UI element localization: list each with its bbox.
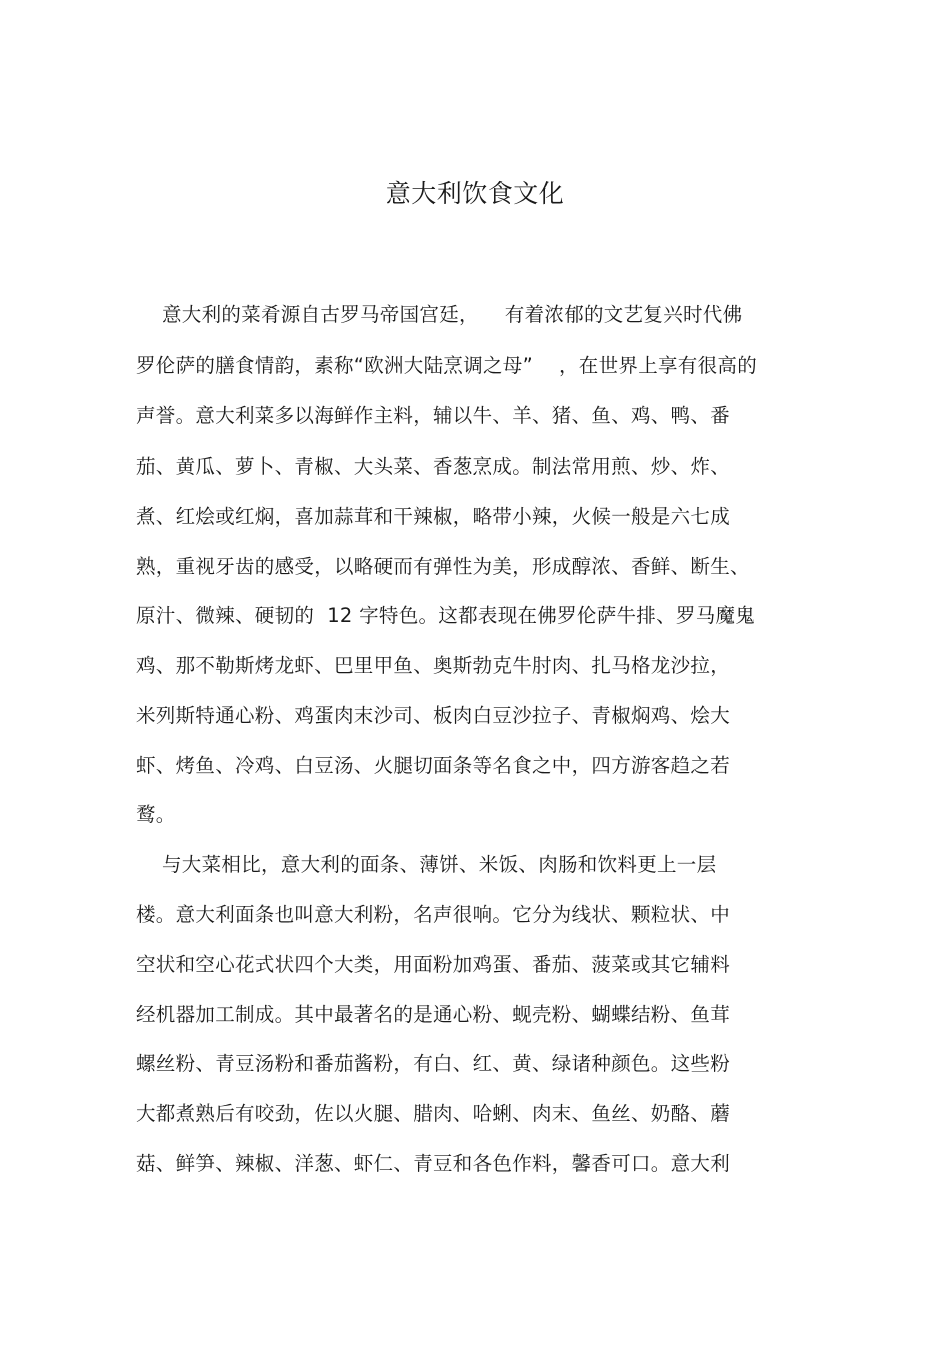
- text-line: 鹜。: [136, 803, 176, 826]
- text-line: 大都煮熟后有咬劲，佐以火腿、腊肉、哈蜊、肉末、鱼丝、奶酪、蘑: [136, 1102, 731, 1125]
- text-line: 罗伦萨的膳食情韵，素称“欧洲大陆烹调之母” ，在世界上享有很高的: [136, 354, 757, 377]
- text-line: 与大菜相比，意大利的面条、薄饼、米饭、肉肠和饮料更上一层: [136, 853, 717, 876]
- text-line: 菇、鲜笋、辣椒、洋葱、虾仁、青豆和各色作料，馨香可口。意大利: [136, 1152, 731, 1175]
- text-line: 米列斯特通心粉、鸡蛋肉末沙司、板肉白豆沙拉子、青椒焖鸡、烩大: [136, 704, 731, 727]
- page-title: 意大利饮食文化: [385, 179, 565, 208]
- text-line: 空状和空心花式状四个大类，用面粉加鸡蛋、番茄、菠菜或其它辅料: [136, 953, 731, 976]
- text-line: 煮、红烩或红焖，喜加蒜茸和干辣椒，略带小辣，火候一般是六七成: [136, 505, 731, 528]
- text-line: 意大利的菜肴源自古罗马帝国宫廷， 有着浓郁的文艺复兴时代佛: [136, 303, 743, 326]
- text-line: 虾、烤鱼、冷鸡、白豆汤、火腿切面条等名食之中，四方游客趋之若: [136, 754, 731, 777]
- text-line: 楼。意大利面条也叫意大利粉，名声很响。它分为线状、颗粒状、中: [136, 903, 731, 926]
- text-line: 螺丝粉、青豆汤粉和番茄酱粉，有白、红、黄、绿诸种颜色。这些粉: [136, 1052, 731, 1075]
- text-line: 原汁、微辣、硬韧的 12 字特色。这都表现在佛罗伦萨牛排、罗马魔鬼: [136, 604, 756, 627]
- text-line: 鸡、那不勒斯烤龙虾、巴里甲鱼、奥斯勃克牛肘肉、扎马格龙沙拉，: [136, 654, 731, 677]
- text-line: 茄、黄瓜、萝卜、青椒、大头菜、香葱烹成。制法常用煎、炒、炸、: [136, 455, 731, 478]
- text-line: 经机器加工制成。其中最著名的是通心粉、蚬壳粉、蝴蝶结粉、鱼茸: [136, 1003, 731, 1026]
- text-line: 声誉。意大利菜多以海鲜作主料，辅以牛、羊、猪、鱼、鸡、鸭、番: [136, 404, 731, 427]
- text-line: 熟，重视牙齿的感受，以略硬而有弹性为美，形成醇浓、香鲜、断生、: [136, 555, 750, 578]
